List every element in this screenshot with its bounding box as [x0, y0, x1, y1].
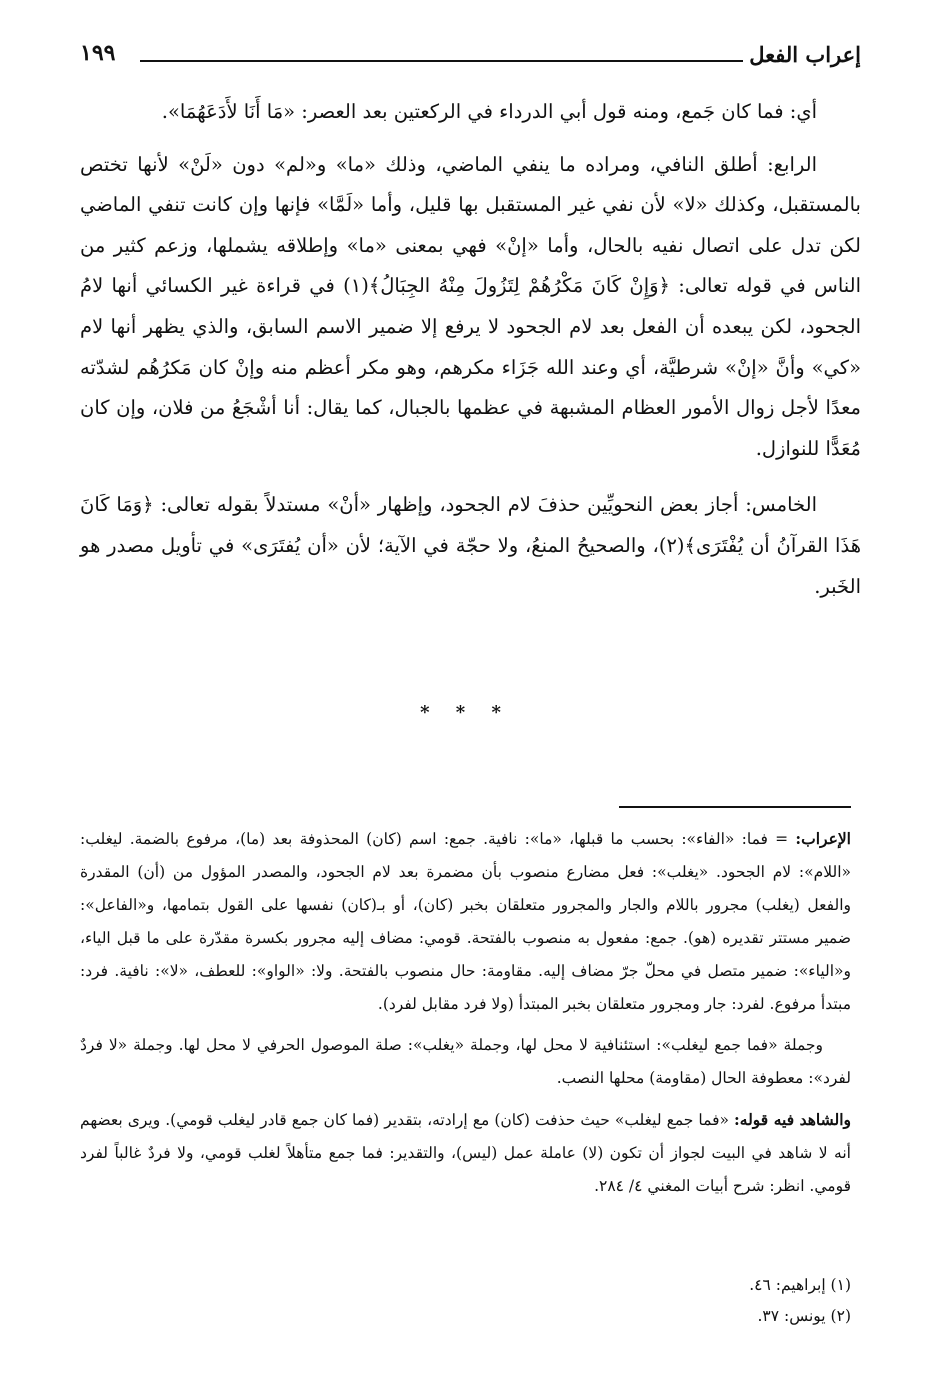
- footnote-rule: [619, 806, 851, 808]
- footnote-irab: [80, 822, 851, 1021]
- shahid-text: «فما جمع ليغلب» حيث حذفت (كان) مع إرادته، بتقدير (فما كان جمع قادر ليغلب قومي). ويرى بعضهم أنه لا شاهد في البيت لجواز أن تكون (لا) عاملة عمل (ليس)، والتقدير: فما جمع متأهلاً لغلب قومي، ولا فردٌ غالباً لفرد قومي. انظر: شرح أبيات المغني ٤/ ٢٨٤.: [80, 1111, 851, 1195]
- running-header: [80, 38, 861, 78]
- footnote-sentences: وجملة «فما جمع ليغلب»: استئنافية لا محل لها، وجملة «يغلب»: صلة الموصول الحرفي لا محل لها. وجملة «لا فردٌ لفرد»: معطوفة الحال (مقاومة) محلها النصب.: [80, 1036, 851, 1087]
- irab-text: = فما: «الفاء»: بحسب ما قبلها، «ما»: نافية. جمع: اسم (كان) المحذوفة بعد (ما)، مرفوع بالضمة. ليغلب: «اللام»: لام الجحود. «يغلب»: فعل مضارع منصوب بأن مضمرة بعد لام الجحود، والمصدر المؤول من (أن) المقدرة والفعل (يغلب) مجرور باللام والجار والمجرور متعلقان بخبر (كان)، أو بـ(كان) نفسها على القول بتمامها، و«الفاعل»: ضمير مستتر تقديره (هو). جمع: مفعول به منصوب بالفتحة. قومي: مضاف إليه مجرور بكسرة مقدّرة على ما قبل الياء، و«الياء»: ضمير متصل في محلّ جرّ مضاف إليه. مقاومة: حال منصوب بالفتحة. ولا: «الواو»: للعطف، «لا»: نافية. فرد: مبتدأ مرفوع. لفرد: جار ومجرور متعلقان بخبر المبتدأ (ولا فرد مقابل لفرد).: [80, 830, 851, 1013]
- footnotes: [80, 822, 851, 1203]
- footnote-shahid: [80, 1103, 851, 1203]
- paragraph-1: أي: فما كان جَمع، ومنه قول أبي الدرداء في الركعتين بعد العصر: «مَا أَنَا لأَدَعَهُمَا».: [161, 100, 817, 123]
- header-rule: [140, 60, 743, 62]
- page-number: ١٩٩: [80, 40, 116, 66]
- shahid-label: والشاهد فيه قوله:: [734, 1110, 851, 1129]
- paragraph-2: الرابع: أطلق النافي، ومراده ما ينفي الماضي، وذلك «ما» و«لم» دون «لَنْ» لأنها تختص بالمستقبل، وكذلك «لا» لأن نفي غير المستقبل بها قليل، وأما «لَمَّا» فإنها وإن كانت تنفي الماضي لكن تدل على اتصال نفيه بالحال، وأما «إنْ» فهي بمعنى «ما» وإطلاقه يشملها، وزعم كثير من الناس في قوله تعالى: ﴿وَإِنْ كَانَ مَكْرُهُمْ لِتَزُولَ مِنْهُ الجِبَالُ﴾(١) في قراءة غير الكسائي أنها لامُ الجحود، لكن يبعده أن الفعل بعد لام الجحود لا يرفع إلا ضمير الاسم السابق، والذي يظهر أنها لام «كي» وأنَّ «إنْ» شرطيَّة، أي وعند الله جَزَاء مكرهم، وهو مكر أعظم منه وإنْ كان مَكرُهُم لشدّته معدًا لأجل زوال الأمور العظام المشبهة في عظمها بالجبال، كما يقال: أنا أشْجَعُ من فلان، وإن كان مُعَدًّا للنوازل.: [80, 152, 861, 460]
- section-separator: * * *: [420, 702, 511, 723]
- irab-label: الإعراب:: [795, 829, 851, 848]
- chapter-title: إعراب الفعل: [749, 42, 861, 67]
- reference-1: (١) إبراهيم: ٤٦.: [749, 1276, 851, 1294]
- paragraph-3: الخامس: أجاز بعض النحويِّين حذفَ لام الجحود، وإظهار «أنْ» مستدلاً بقوله تعالى: ﴿وَمَا كَانَ هَذَا القرآنُ أن يُفْتَرَى﴾(٢)، والصحيحُ المنعُ، ولا حجّة في الآية؛ لأن «أن يُفتَرَى» في تأويل مصدر هو الخَبر.: [80, 493, 861, 598]
- main-text: [80, 92, 861, 607]
- reference-2: (٢) يونس: ٣٧.: [757, 1307, 851, 1325]
- quran-references: [80, 1270, 851, 1332]
